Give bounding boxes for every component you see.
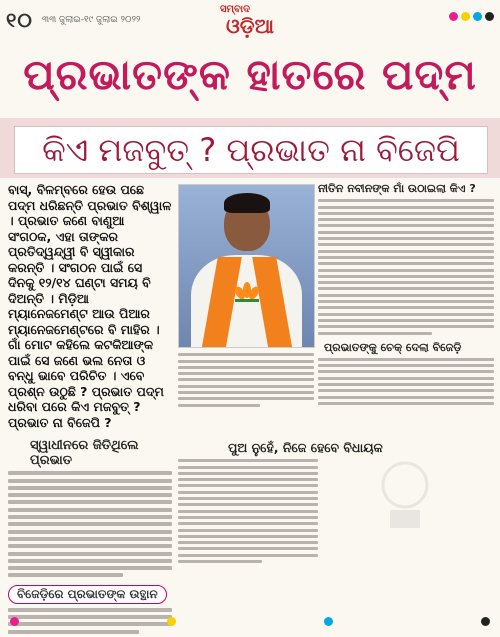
registration-dots xyxy=(449,12,494,21)
watermark-logo xyxy=(370,455,440,535)
middle-lower-section xyxy=(178,440,490,566)
section-title-mid-1: ପୁଅ ନୁହେଁ, ନିଜେ ହେବେ ବିଧାୟକ xyxy=(228,440,383,455)
yellow-dot xyxy=(461,12,470,21)
yellow-dot xyxy=(167,617,176,626)
right-column xyxy=(318,182,494,408)
politician-photo xyxy=(178,184,315,348)
lead-text: ବାସ୍, ବିଳମ୍ବରେ ହେଉ ପଛେ ପଦ୍ମ ଧରିଛନ୍ତି ପ୍ରଭାତ ବିଶ୍ୱାଳ । ପ୍ରଭାତ ଜଣେ ବାଣୁଆ ସଂଗଠକ, ଏହା ତାଙ୍କର ପ୍ରତିଦ୍ୱନ୍ଦ୍ୱୀ ବି ସ୍ୱୀକାର କରନ୍ତି । ସଂଗଠନ ପାଇଁ ସେ ଦିନକୁ ୧୨/୧୪ ଘଣ୍ଟା ସମୟ ବି ଦିଅନ୍ତି । ମିଡ଼ିଆ ମ୍ୟାନେଜମେଣ୍ଟ ଆଉ ପିଆର ମ୍ୟାନେଜମେଣ୍ଟରେ ବି ମାହିର । ଗାଁ ମୋଟ କହିଲେ କଟକିଆଙ୍କ ପାଇଁ ସେ ଜଣେ ଭଲ ନେତା ଓ ବନ୍ଧୁ ଭାବେ ପରିଚିତ । ଏବେ ପ୍ରଶ୍ନ ଉଠୁଛି ? ପ୍ରଭାତ ପଦ୍ମ ଧରିବା ପରେ କିଏ ମଜବୁତ୍ ? ପ୍ରଭାତ ନା ବିଜେପି ? xyxy=(8,182,172,430)
cyan-dot xyxy=(473,12,482,21)
right-body-block-2 xyxy=(318,358,494,405)
page-headline: ପ୍ରଭାତଙ୍କ ହାତରେ ପଦ୍ମ xyxy=(23,50,477,99)
section-title-left-2: ବିଜେଡ଼ିରେ ପ୍ରଭାତଙ୍କ ଉତ୍ଥାନ xyxy=(8,585,167,604)
black-dot xyxy=(481,617,490,626)
section-title-right-1: ନୀତିନ ନବୀନଙ୍କ ମାଁ ଉଠାଇଲା କିଏ ? xyxy=(318,182,476,195)
magenta-dot xyxy=(449,12,458,21)
logo-top-text: ସମ୍ବାଦ xyxy=(220,4,250,15)
mid-body-block xyxy=(178,459,318,563)
subheadline: କିଏ ମଜବୁତ୍ ? ପ୍ରଭାତ ନା ବିଜେପି xyxy=(14,126,488,174)
odia-news-logo xyxy=(206,4,294,38)
cyan-dot xyxy=(324,617,333,626)
magenta-dot xyxy=(10,617,19,626)
black-dot xyxy=(485,12,494,21)
right-body-block xyxy=(318,199,494,334)
page-header xyxy=(0,0,500,42)
left-column xyxy=(8,182,172,637)
lead-paragraph xyxy=(8,182,172,430)
section-title-right-2: ପ୍ରଭାତଙ୍କୁ ଚେକ୍ ଦେଲା ବିଜେଡ଼ି xyxy=(324,340,462,354)
bjp-lotus-icon xyxy=(231,281,263,303)
bottom-registration-dots xyxy=(0,617,500,626)
dateline: ୩୩ ଜୁଲାଇ-୧୯ ଜୁଲାଇ ୨୦୨୨ xyxy=(42,15,141,25)
photo-caption xyxy=(178,350,314,410)
section-title-left-1: ସ୍ୱାଧୀନରେ ଜିତିଥିଲେ ପ୍ରଭାତ xyxy=(30,438,139,468)
body-text-block xyxy=(8,471,172,577)
section-pill-wrap xyxy=(8,583,172,604)
logo-main-text: ଓଡ଼ିଆ xyxy=(226,14,274,38)
page-number: ୧୦ xyxy=(6,8,33,32)
